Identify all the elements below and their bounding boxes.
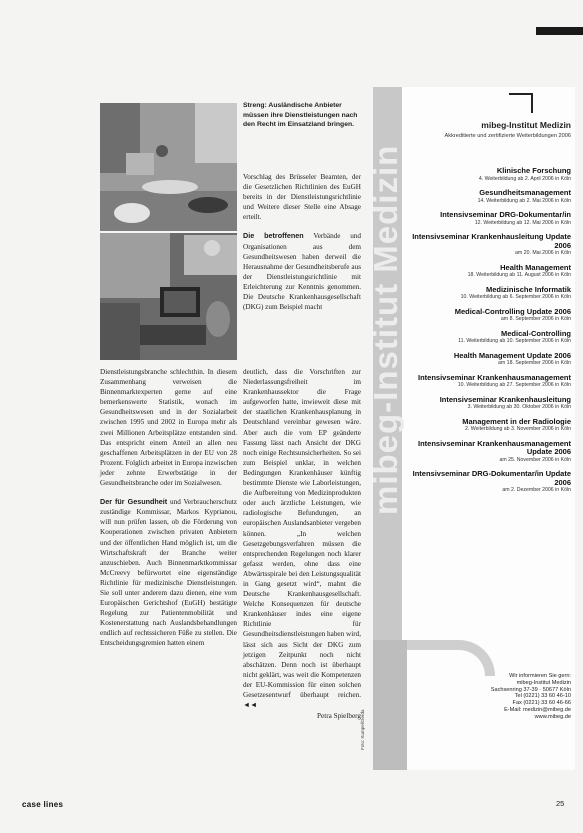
event-detail: am 20. Mai 2006 in Köln (515, 250, 571, 257)
event-detail: 3. Weiterbildung ab 30. Oktober 2006 in Köln (467, 404, 571, 411)
event-title: Intensivseminar DRG-Dokumentar/in Update 2006 (412, 469, 571, 487)
contact-line: Wir informieren Sie gern: (509, 673, 571, 679)
article-column-left (100, 367, 237, 649)
contact-line: Fax (0221) 33 60 46-66 (512, 700, 571, 707)
list-item (409, 470, 571, 494)
event-detail: am 25. November 2006 in Köln (499, 456, 571, 463)
logo-m-arc (407, 640, 495, 676)
magazine-name: case lines (22, 800, 64, 809)
event-title: Gesundheitsmanagement (479, 188, 571, 197)
contact-line: Tel (0221) 33 60 46-10 (514, 693, 571, 700)
advertisement-sidebar (367, 87, 575, 770)
article-photo (100, 103, 237, 360)
list-item (409, 308, 571, 323)
list-item (409, 211, 571, 226)
list-item (409, 330, 571, 345)
corner-mark-icon (509, 93, 533, 113)
event-detail: am 2. Dezember 2006 in Köln (502, 487, 571, 494)
paragraph: Vorschlag des Brüsseler Beamten, der die Gesetzlichen Richtlinien des EuGH bereits in der Dienstleistungsrichtlinie und Weitere dieser Stelle eine Absage erteilt. (243, 173, 361, 222)
page-number: 25 (556, 799, 565, 808)
event-detail: 12. Weiterbildung ab 12. Mai 2006 in Köln (474, 219, 571, 226)
contact-line: Sachsenring 37-39 · 50677 Köln (490, 686, 571, 693)
event-title: Health Management (500, 262, 571, 272)
event-detail: 10. Weiterbildung ab 27. September 2006 in Köln (457, 382, 571, 389)
contact-line: www.mibeg.de (534, 713, 571, 720)
list-item (409, 396, 571, 411)
photo-caption: Streng: Ausländische Anbieter müssen ihre Dienstleistungen nach den Recht im Einsatzland bringen. (243, 102, 358, 129)
event-title: Medizinische Informatik (485, 284, 571, 294)
event-title: Intensivseminar DRG-Dokumentar/in (440, 210, 571, 219)
event-detail: 2. Weiterbildung ab 3. November 2006 in Köln (464, 426, 571, 433)
list-item (409, 352, 571, 367)
list-item (409, 418, 571, 433)
contact-line: E-Mail: medizin@mibeg.de (504, 706, 571, 713)
contact-line: mibeg-Institut Medizin (516, 679, 571, 686)
event-detail: 11. Weiterbildung ab 10. September 2006 in Köln (458, 338, 571, 345)
event-title: Intensivseminar Krankenhausleitung Update 2006 (412, 232, 571, 250)
event-title: Management in der Radiologie (462, 416, 571, 426)
event-detail: am 8. September 2006 in Köln (500, 316, 571, 323)
event-detail: 4. Weiterbildung ab 2. April 2006 in Köln (478, 175, 571, 182)
paragraph (100, 497, 237, 648)
event-title: Intensivseminar Krankenhausmanagement Update 2006 (418, 438, 571, 457)
event-title: Health Management Update 2006 (453, 350, 571, 360)
paragraph-lead: Die betroffenen (243, 231, 304, 241)
paragraph-text: und Verbraucherschutz zuständige Kommissar, Markos Kyprianou, will nun prüfen lassen, ob die Förderung von Kooperationen zwischen privaten Anbietern und der öffentlichen Hand möglich ist, um die Wirtschaftskraft der Branche weiter anzuschieben. Auch Binnenmarktkommissar McCreevy befürwortet eine eigenständige Richtlinie für medizinische Dienstleistungen. Sie soll unter anderem dazu dienen, eine vom Europäischen Gerichtshof (EuGH) bestätigte Regelung zur Patientenmobilität und Kostenerstattung nach Auslandsbehandlungen endlich auf rechtssicheren Füße zu stellen. Die Entscheidungsgremien hatten einem (100, 498, 237, 648)
list-item (409, 189, 571, 204)
list-item (409, 440, 571, 464)
sidebar-subtitle: Akkreditierte und zertifizierte Weiterbildungen 2006 (444, 133, 571, 139)
list-item (409, 264, 571, 279)
article-column-right-bottom (243, 367, 361, 721)
top-rule (536, 27, 583, 35)
list-item (409, 374, 571, 389)
list-item (409, 167, 571, 182)
sidebar-title: mibeg-Institut Medizin (481, 120, 571, 130)
event-detail: am 18. September 2006 in Köln (498, 360, 571, 367)
contact-block (433, 673, 571, 721)
event-detail: 14. Weiterbildung ab 2. Mai 2006 in Köln (477, 197, 571, 204)
photo-credit: Foto: Kumpel/Gerda (360, 709, 365, 750)
vertical-brand-text: mibeg-Institut Medizin (367, 144, 404, 515)
paragraph (243, 231, 361, 312)
event-detail: 10. Weiterbildung ab 6. September 2006 in Köln (460, 294, 571, 301)
event-list (409, 167, 571, 501)
event-title: Intensivseminar Krankenhausmanagement (418, 372, 571, 382)
article-column-right-top (243, 172, 361, 312)
event-detail: 18. Weiterbildung ab 11. August 2006 in Köln (467, 272, 571, 279)
author-signature: Petra Spielberg (317, 712, 361, 721)
logo-m-stem (373, 640, 407, 770)
event-title: Medical-Controlling Update 2006 (454, 306, 571, 316)
paragraph-lead: Der für Gesundheit (100, 497, 168, 507)
paragraph: deutlich, dass die Vorschriften zur Niederlassungsfreiheit im Krankenhaussektor die Frage aufgeworfen hatte, inwieweit diese mit der staatlichen Krankenhausplanung in Deutschland vereinbar gewesen wäre. Aber auch die vom EP geänderte Fassung lässt nach Ansicht der DKG noch einige Rechtsunsicherheiten. So sei zum Beispiel unklar, in welchen Bedingungen Krankenhäuser künftig bestimmte Dienste wie Laborleistungen, die Aufbereitung von Medizinprodukten oder auch ärztliche Leistungen, wie radiologische Befundungen, an europäischen Auslandsanbieter vergeben können. „In welchen Gesetzgebungsverfahren müssen die entsprechenden Regelungen noch klarer gefasst werden, ohne dass eine Abwärtsspirale bei den Leistungsqualität in Gang gesetzt wird“, mahnt die Deutsche Krankenhausgesellschaft. Welche Konsequenzen für deutsche Krankenhäuser indes eine eigene Richtlinie für Gesundheitsdienstleistungen haben wird, lässt sich aus Sicht der DKG zum jetzigen Zeitpunkt noch nicht abschätzen. Denn noch ist überhaupt nicht geklärt, was weit die Kompetenzen der EU-Kommission für einen solchen Gesetzesentwurf überhaupt reichen. ◄◄ (243, 368, 361, 710)
event-title: Intensivseminar Krankenhausleitung (439, 394, 571, 404)
event-title: Klinische Forschung (496, 166, 571, 175)
paragraph-text: Verbände und Organisationen aus dem Gesundheitswesen haben derweil die Herausnahme der Gesundheitsberufe aus der Dienstleistungsrichtlinie mit Erleichterung zur Kenntnis genommen. Die Deutsche Krankenhausgesellschaft (DKG) zum Beispiel macht (243, 232, 361, 312)
event-title: Medical-Controlling (501, 328, 571, 338)
list-item (409, 233, 571, 257)
paragraph: Dienstleistungsbranche schlechthin. In diesem Zusammenhang verweisen die Binnenmarktexperten gerne auf eine bemerkenswerte Statistik, wonach im Gesundheitswesen und in der Sozialarbeit zwischen 1995 und 2002 in Europa mehr als zwei Millionen Arbeitsplätze entstanden sind. Das entspricht einem Anteil an allen neu geschaffenen Arbeitsplätzen in der EU von 28 Prozent. Folglich arbeitet in Europa inzwischen jeder zehnte Erwerbstätige in der Gesundheitsbranche oder im Sozialwesen. (100, 368, 237, 488)
list-item (409, 286, 571, 301)
